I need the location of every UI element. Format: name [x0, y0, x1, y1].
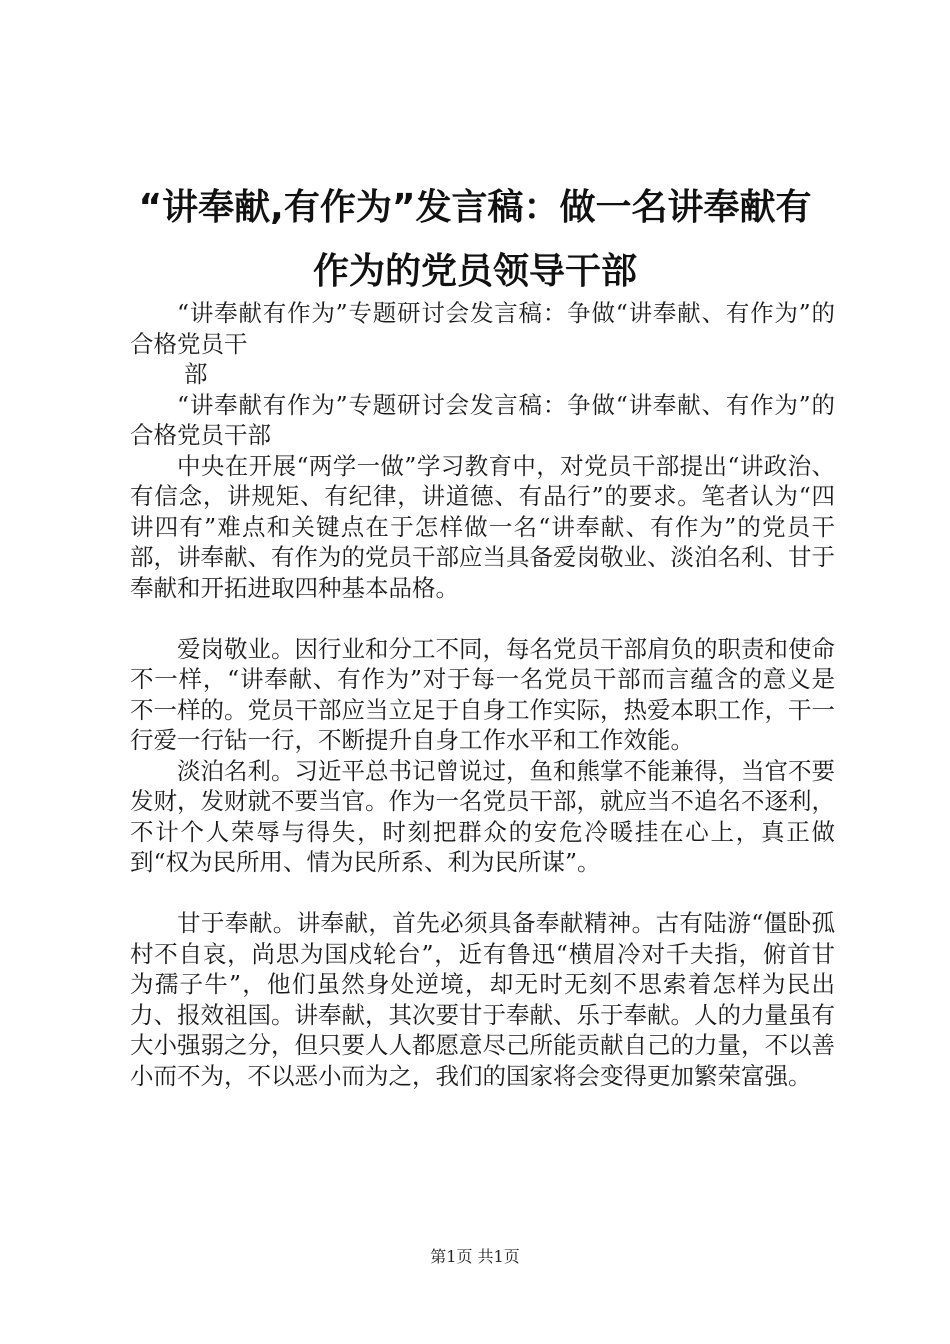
page-footer: 第1页 共1页: [430, 1247, 520, 1266]
paragraph-subtitle-2: “讲奉献有作为”专题研讨会发言稿：争做“讲奉献、有作为”的合格党员干部: [130, 390, 835, 449]
document-title-line-2: 作为的党员领导干部: [312, 251, 637, 292]
paragraph-subtitle-1-continued: 部: [184, 360, 208, 388]
paragraph-indifferent-fame: 淡泊名利。习近平总书记曾说过，鱼和熊掌不能兼得，当官不要发财，发财就不要当官。作为一名党员干部，就应当不追名不逐利，不计个人荣辱与得失，时刻把群众的安危冷暖挂在心上，真正做到“权为民所用、情为民所系、利为民所谋”。: [130, 756, 835, 876]
paragraph-intro: 中央在开展“两学一做”学习教育中，对党员干部提出“讲政治、有信念，讲规矩、有纪律，讲道德、有品行”的要求。笔者认为“四讲四有”难点和关键点在于怎样做一名“讲奉献、有作为”的党员干部，讲奉献、有作为的党员干部应当具备爱岗敬业、淡泊名利、甘于奉献和开拓进取四种基本品格。: [130, 451, 835, 602]
paragraph-love-job: 爱岗敬业。因行业和分工不同，每名党员干部肩负的职责和使命不一样，“讲奉献、有作为”对于每一名党员干部而言蕴含的意义是不一样的。党员干部应当立足于自身工作实际，热爱本职工作，干一行爱一行钻一行，不断提升自身工作水平和工作效能。: [130, 634, 835, 754]
paragraph-spacer: [130, 878, 835, 909]
document-title-line-1: “讲奉献,有作为”发言稿：做一名讲奉献有: [138, 187, 812, 228]
paragraph-dedication: 甘于奉献。讲奉献，首先必须具备奉献精神。古有陆游“僵卧孤村不自哀，尚思为国戍轮台”，近有鲁迅“横眉冷对千夫指，俯首甘为孺子牛”，他们虽然身处逆境，却无时无刻不思索着怎样为民出力、报效祖国。讲奉献，其次要甘于奉献、乐于奉献。人的力量虽有大小强弱之分，但只要人人都愿意尽己所能贡献自己的力量，不以善小而不为，不以恶小而为之，我们的国家将会变得更加繁荣富强。: [130, 909, 835, 1090]
paragraph-subtitle-1: “讲奉献有作为”专题研讨会发言稿：争做“讲奉献、有作为”的合格党员干: [130, 299, 835, 358]
paragraph-spacer: [130, 603, 835, 634]
document-body: [130, 298, 835, 1091]
